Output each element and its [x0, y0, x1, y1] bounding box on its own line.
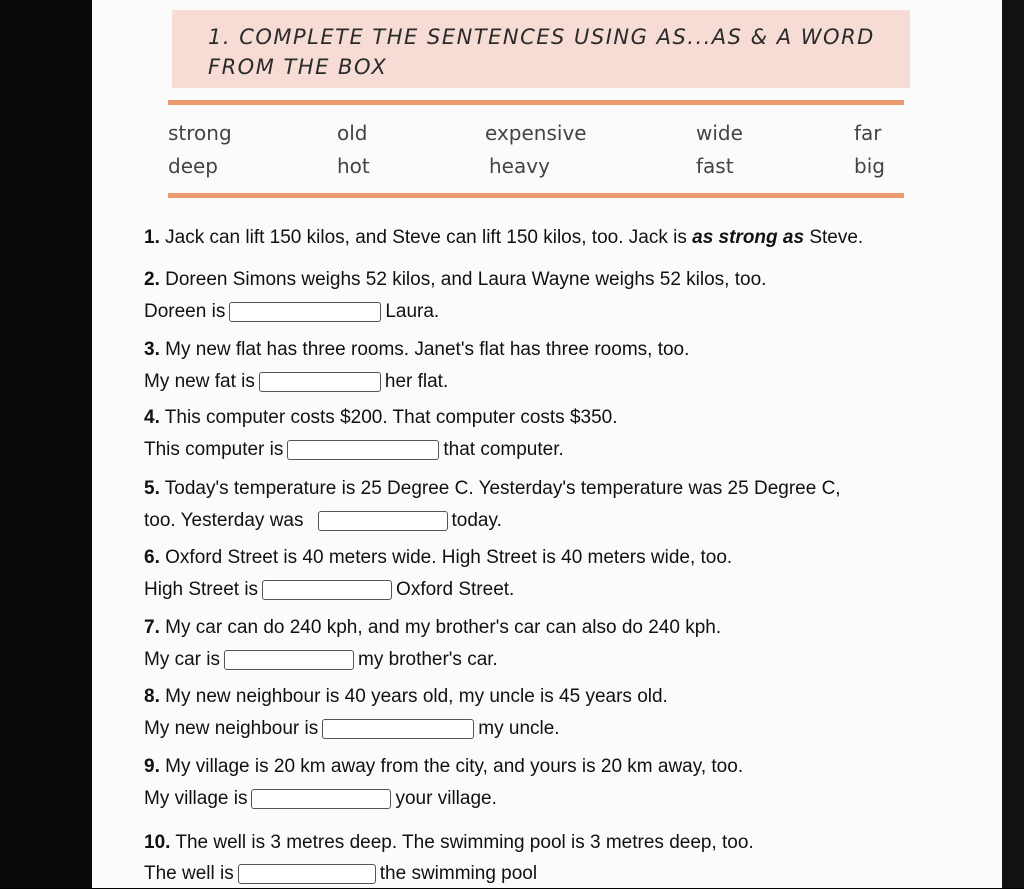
sentence-8-answer-line	[144, 713, 560, 744]
sentence-number: 2.	[144, 269, 160, 290]
answer-blank-8[interactable]	[322, 719, 474, 739]
example-answer: as strong as	[692, 227, 805, 248]
sentence-text: too. Yesterday was	[144, 510, 304, 531]
sentence-number: 6.	[144, 547, 160, 568]
sentence-text: my brother's car.	[358, 649, 498, 670]
sentence-10	[144, 827, 754, 858]
sentence-7-answer-line	[144, 644, 498, 675]
word-box-top-rule	[168, 100, 904, 105]
sentence-number: 3.	[144, 339, 160, 360]
sentence-text: Oxford Street is 40 meters wide. High Street is 40 meters wide, too.	[165, 547, 733, 568]
sentence-text: The well is	[144, 863, 234, 884]
sentence-text: My village is	[144, 788, 248, 809]
sentence-text: your village.	[395, 788, 497, 809]
word-big: big	[854, 154, 885, 178]
sentence-text: My new neighbour is 40 years old, my uncle is 45 years old.	[165, 686, 668, 707]
sentence-6	[144, 542, 732, 573]
sentence-3-answer-line	[144, 366, 448, 397]
sentence-9-answer-line	[144, 783, 497, 814]
sentence-text: High Street is	[144, 579, 259, 600]
word-deep: deep	[168, 154, 218, 178]
word-wide: wide	[696, 121, 743, 145]
word-fast: fast	[696, 154, 734, 178]
sentence-number: 4.	[144, 407, 160, 428]
answer-blank-3[interactable]	[259, 372, 381, 392]
sentence-number: 1.	[144, 227, 160, 248]
word-expensive: expensive	[485, 121, 587, 145]
sentence-text: My new neighbour is	[144, 718, 319, 739]
sentence-text: The well is 3 metres deep. The swimming pool is 3 metres deep, too.	[175, 832, 754, 853]
sentence-4-answer-line	[144, 434, 564, 465]
sentence-text: This computer costs $200. That computer costs $350.	[164, 407, 618, 428]
sentence-text: her flat.	[384, 371, 449, 392]
answer-blank-6[interactable]	[262, 580, 392, 600]
sentence-number: 7.	[144, 617, 160, 638]
sentence-2-answer-line	[144, 296, 439, 327]
sentence-text: Doreen is	[144, 301, 226, 322]
sentence-text: Jack can lift 150 kilos, and Steve can lift 150 kilos, too. Jack is	[165, 227, 693, 248]
answer-blank-4[interactable]	[287, 440, 439, 460]
sentence-number: 9.	[144, 756, 160, 777]
exercise-title: 1. COMPLETE THE SENTENCES USING AS...AS & A WORD FROM THE BOX	[208, 25, 875, 79]
sentence-4	[144, 402, 618, 433]
sentence-number: 10.	[144, 832, 171, 853]
word-hot: hot	[337, 154, 370, 178]
sentence-text: Oxford Street.	[396, 579, 515, 600]
sentence-text: My new fat is	[144, 371, 255, 392]
word-box-bottom-rule	[168, 193, 904, 198]
sentence-2	[144, 264, 766, 295]
sentence-9	[144, 751, 743, 782]
sentence-text: My village is 20 km away from the city, and yours is 20 km away, too.	[165, 756, 744, 777]
sentence-number: 5.	[144, 478, 160, 499]
title-banner	[172, 10, 910, 88]
dark-left-margin	[0, 0, 92, 888]
sentence-text: This computer is	[144, 439, 284, 460]
sentence-text: Today's temperature is 25 Degree C. Yesterday's temperature was 25 Degree C,	[164, 478, 841, 499]
word-far: far	[854, 121, 882, 145]
sentence-7	[144, 612, 721, 643]
sentence-3	[144, 334, 689, 365]
sentence-5-answer-line	[144, 505, 502, 536]
sentence-number: 8.	[144, 686, 160, 707]
word-heavy: heavy	[489, 154, 550, 178]
sentence-text: my uncle.	[478, 718, 560, 739]
sentence-text: Laura.	[385, 301, 440, 322]
sentence-10-answer-line	[144, 858, 537, 889]
answer-blank-2[interactable]	[229, 302, 381, 322]
sentence-text: Steve.	[804, 227, 864, 248]
sentence-text: today.	[451, 510, 502, 531]
sentence-text: Doreen Simons weighs 52 kilos, and Laura Wayne weighs 52 kilos, too.	[165, 269, 767, 290]
sentence-text: the swimming pool	[379, 863, 538, 884]
dark-right-margin	[1002, 0, 1024, 888]
sentence-text: My new flat has three rooms. Janet's flat has three rooms, too.	[165, 339, 690, 360]
sentence-6-answer-line	[144, 574, 514, 605]
sentence-text: My car is	[144, 649, 220, 670]
word-strong: strong	[168, 121, 232, 145]
sentence-8	[144, 681, 668, 712]
answer-blank-7[interactable]	[224, 650, 354, 670]
sentence-1	[144, 222, 863, 253]
worksheet-page	[92, 0, 1002, 888]
sentence-text: that computer.	[443, 439, 564, 460]
answer-blank-9[interactable]	[251, 789, 391, 809]
sentence-5	[144, 473, 841, 504]
word-old: old	[337, 121, 368, 145]
answer-blank-10[interactable]	[238, 864, 376, 884]
sentence-text: My car can do 240 kph, and my brother's car can also do 240 kph.	[165, 617, 722, 638]
answer-blank-5[interactable]	[318, 511, 448, 531]
